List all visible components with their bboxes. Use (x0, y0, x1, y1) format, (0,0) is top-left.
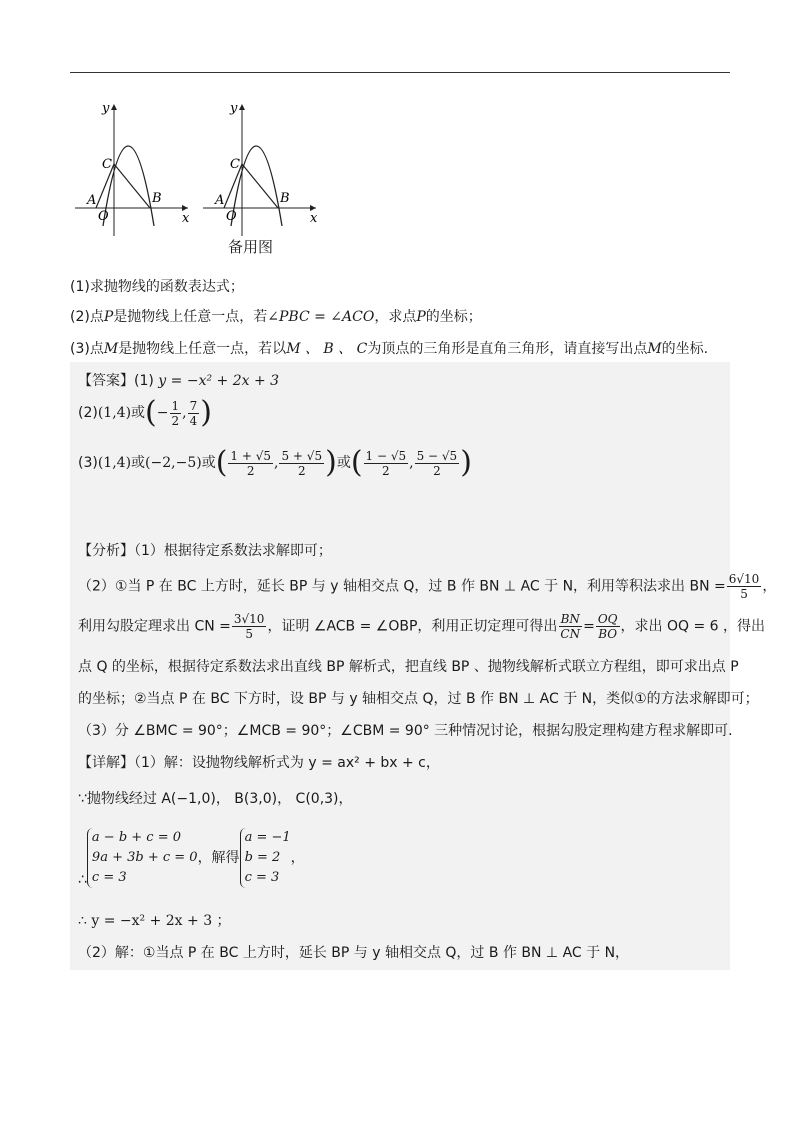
frac-num: 6√10 (728, 572, 760, 586)
analysis-label: 【分析】 (78, 543, 134, 559)
q2-text-b: 是抛物线上任意一点，若 (113, 309, 268, 325)
frac-den: 4 (189, 413, 198, 428)
frac-den: 2 (433, 463, 441, 478)
label-x: x (310, 211, 318, 226)
or-word: 或 (336, 455, 351, 471)
analysis-line-2: （2）①当 P 在 BC 上方时，延长 BP 与 y 轴相交点 Q，过 B 作 BN ⊥ AC 于 N，利用等积法求出 BN = $\frac{6√10}{5}$ ， (78, 572, 777, 601)
question-1-text: (1)求抛物线的函数表达式； (70, 279, 244, 295)
analysis-step-2-line-2b: ，证明 ∠ACB = ∠OBP，利用正切定理可得出 (267, 618, 558, 635)
q3-var-m2: M (647, 341, 662, 357)
label-b: B (152, 191, 162, 206)
q2-angle: ∠PBC = ∠ACO (267, 309, 375, 325)
q3-var-m: M (103, 341, 119, 357)
equation-2: 9a + 3b + c = 0 (91, 850, 198, 865)
q3-text-d: 的坐标. (661, 341, 709, 357)
answer-3-p3-x (228, 449, 273, 478)
q3-points: M 、 B 、 C (286, 341, 368, 357)
frac-num: 7 (189, 398, 198, 413)
frac-den: 5 (740, 587, 748, 601)
analysis-step-2-line-2a: 利用勾股定理求出 CN = (78, 618, 231, 635)
label-c: C (102, 157, 112, 172)
frac-den: 2 (297, 463, 306, 478)
label-y: y (230, 101, 238, 116)
analysis-step-2-line-3: 点 Q 的坐标，根据待定系数法求出直线 BP 解析式，把直线 BP 、抛物线解析式联立方程组，即可求出点 P (78, 659, 739, 675)
analysis-line-6 (78, 720, 733, 740)
label-x: x (182, 211, 190, 226)
analysis-line-5 (78, 688, 759, 708)
analysis-step-1: （1）根据待定系数法求解即可； (134, 543, 332, 559)
question-1 (70, 276, 244, 296)
question-3 (70, 338, 708, 358)
q2-text-a: (2)点 (70, 309, 104, 325)
q2-var-p: P (103, 309, 114, 325)
q2-text-d: 的坐标； (425, 309, 482, 325)
detail-label: 【详解】 (78, 755, 134, 771)
q3-text-c: 为顶点的三角形是直角三角形，请直接写出点 (367, 341, 648, 357)
detail-step-2: ∵抛物线经过 A(−1,0)， B(3,0)， C(0,3)， (78, 791, 353, 807)
cn-frac (232, 612, 267, 641)
analysis-line-4 (78, 656, 739, 676)
analysis-step-2-line-2c: ，求出 OQ = 6 ，得出 (620, 618, 766, 635)
parabola-figure-1 (70, 96, 195, 236)
analysis-line-1 (78, 540, 332, 560)
frac-den: CN (560, 627, 581, 641)
frac-den: BO (598, 627, 618, 641)
frac-num: OQ (597, 612, 618, 626)
q2-text-c: ，求点 (374, 309, 417, 325)
answer-2-point-1: (1,4) (97, 405, 132, 421)
analysis-line-3: 利用勾股定理求出 CN = $\frac{3√10}{5}$ ，证明 ∠ACB = ∠OBP，利用正切定理可得出 $\frac{BN}{CN}$ = $\frac{OQ}{BO}$ ，求出 OQ = 6 ，得出 (78, 612, 766, 641)
answer-1-expr: y = −x² + 2x + 3 (158, 373, 280, 389)
detail-step-5: （2）解：①当点 P 在 BC 上方时，延长 BP 与 y 轴相交点 Q，过 B 作 BN ⊥ AC 于 N， (78, 945, 630, 961)
analysis-step-2-line-4: 的坐标；②当点 P 在 BC 下方时，设 BP 与 y 轴相交点 Q，过 B 作 BN ⊥ AC 于 N，类似①的方法求解即可； (78, 691, 759, 707)
frac-num: BN (560, 612, 580, 626)
detail-step-1: （1）解：设抛物线解析式为 y = ax² + bx + c， (134, 755, 440, 771)
answer-2-prefix: (2) (78, 405, 98, 421)
frac-num: 3√10 (233, 612, 265, 626)
q3-text-a: (3)点 (70, 341, 104, 357)
answer-3-point-2: (−2,−5) (145, 455, 202, 471)
detail-line-2 (78, 788, 353, 808)
solution-a: a = −1 (244, 830, 291, 845)
answer-2-x-frac (170, 399, 182, 428)
comma: ， (290, 850, 305, 866)
label-b: B (280, 191, 290, 206)
or-word: 或 (131, 455, 146, 471)
parabola-figure-2 (198, 96, 323, 236)
answer-label: 【答案】 (78, 373, 134, 389)
answer-line-3: (3)(1,4)或(−2,−5)或( $\frac{1 + √5}{2}$ , $\frac{5 + √5}{2}$ )或( $\frac{1 - √5}{2}$ , $\frac{5 - √5}{2}$ ) (78, 445, 472, 480)
answer-3-p3-y (279, 449, 324, 478)
top-rule (70, 72, 730, 73)
frac-num: 1 − √5 (365, 448, 407, 463)
answer-3-p4-x (364, 449, 409, 478)
detail-line-5 (78, 942, 629, 962)
question-2 (70, 306, 482, 326)
label-a: A (87, 193, 97, 208)
frac-den: 2 (171, 413, 180, 428)
analysis-step-3: （3）分 ∠BMC = 90°；∠MCB = 90°；∠CBM = 90° 三种情况讨论，根据勾股定理构建方程求解即可. (78, 723, 733, 739)
bn-frac (727, 572, 762, 601)
frac-den: 2 (382, 463, 390, 478)
q3-text-b: 是抛物线上任意一点，若以 (118, 341, 287, 357)
equation-system (87, 828, 198, 888)
bn-cn-frac (558, 612, 582, 641)
frac-num: 1 + √5 (230, 448, 272, 463)
answer-3-prefix: (3) (78, 455, 98, 471)
therefore-symbol: ∴ (78, 872, 87, 888)
detail-system (78, 828, 305, 888)
detail-line-1 (78, 752, 440, 772)
solution-b: b = 2 (244, 850, 281, 865)
answer-3-p4-y (415, 449, 460, 478)
or-word: 或 (201, 455, 216, 471)
figure-caption: 备用图 (228, 238, 274, 256)
answer-line-1 (78, 370, 279, 390)
label-o: O (98, 209, 109, 224)
detail-line-4 (78, 910, 231, 930)
label-a: A (215, 193, 225, 208)
solution-c: c = 3 (244, 870, 280, 885)
equation-3: c = 3 (91, 870, 127, 885)
frac-den: 5 (245, 627, 253, 641)
frac-num: 5 + √5 (281, 448, 323, 463)
label-o: O (226, 209, 237, 224)
answer-1-prefix: (1) (134, 373, 154, 389)
label-y: y (102, 101, 110, 116)
analysis-step-2-line-1: （2）①当 P 在 BC 上方时，延长 BP 与 y 轴相交点 Q，过 B 作 BN ⊥ AC 于 N，利用等积法求出 BN = (78, 578, 726, 595)
answer-2-y-frac (188, 399, 200, 428)
equation-1: a − b + c = 0 (91, 830, 182, 845)
answer-line-2: (2)(1,4)或(− $\frac{1}{2}$ , $\frac{7}{4}$ ) (78, 395, 212, 430)
solution-panel (70, 362, 777, 970)
label-c: C (230, 157, 240, 172)
oq-bo-frac (596, 612, 620, 641)
solve-word: ，解得 (197, 850, 240, 866)
answer-3-point-1: (1,4) (97, 455, 132, 471)
or-word: 或 (131, 405, 146, 421)
solution-system (240, 828, 291, 888)
frac-num: 5 − √5 (416, 448, 458, 463)
detail-step-4: ∴ y = −x² + 2x + 3 ； (78, 913, 231, 929)
q2-var-p2: P (416, 309, 426, 325)
frac-den: 2 (246, 463, 255, 478)
frac-num: 1 (171, 398, 180, 413)
